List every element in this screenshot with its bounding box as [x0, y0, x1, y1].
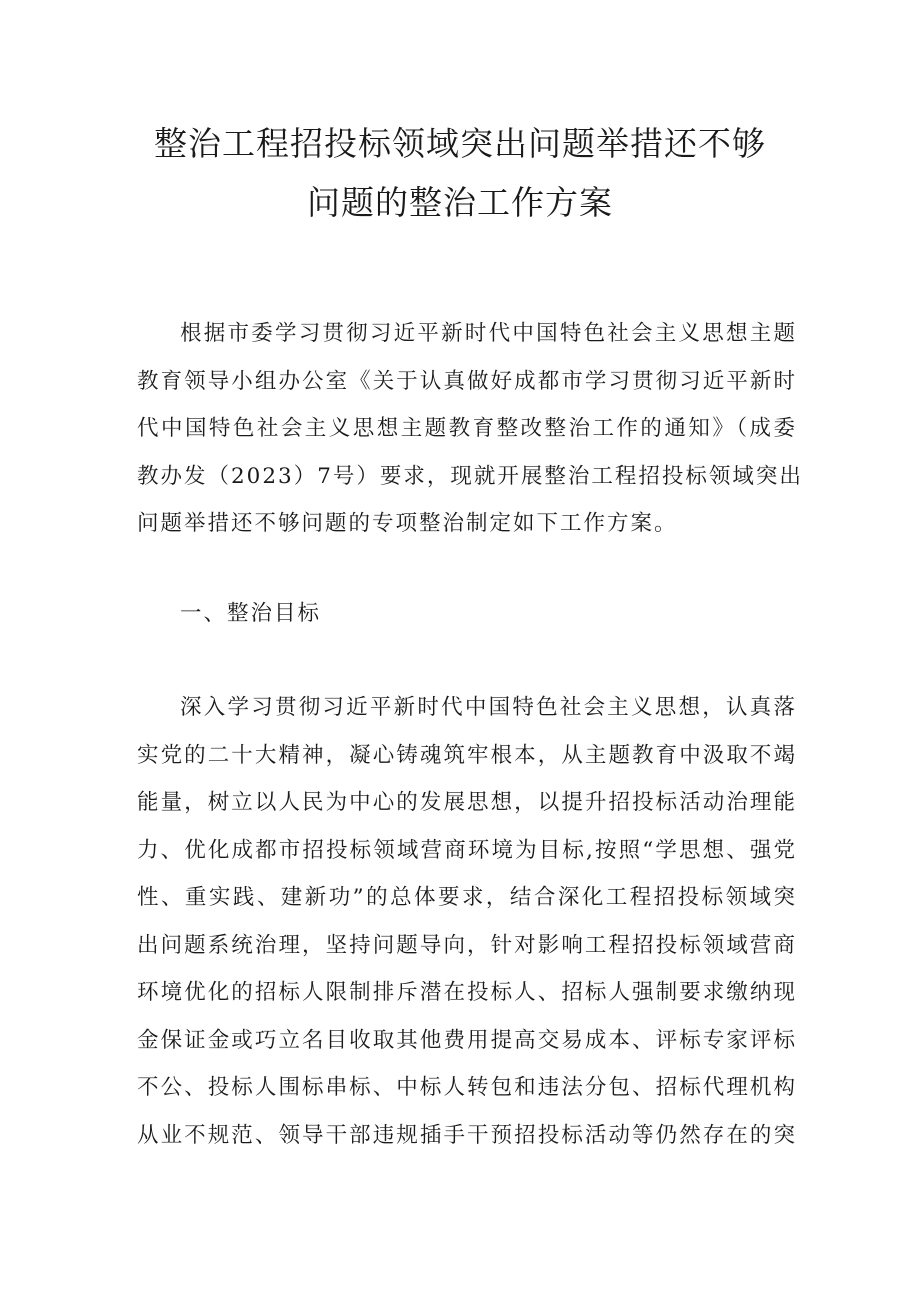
paragraph-line: 环境优化的招标人限制排斥潜在投标人、招标人强制要求缴纳现 — [137, 980, 797, 1005]
paragraph-line: 深入学习贯彻习近平新时代中国特色社会主义思想，认真落 — [180, 695, 797, 720]
goal-paragraph — [137, 684, 797, 1159]
document-title-line-2: 问题的整治工作方案 — [307, 183, 613, 222]
paragraph-line: 不公、投标人围标串标、中标人转包和违法分包、招标代理机构 — [137, 1075, 797, 1100]
section-heading-goal — [137, 590, 797, 638]
paragraph-line: 力、优化成都市招投标领域营商环境为目标,按照“学思想、强党 — [137, 837, 797, 863]
document-title-line-1: 整治工程招投标领域突出问题举措还不够 — [154, 124, 766, 163]
paragraph-line: 出问题系统治理，坚持问题导向，针对影响工程招投标领域营商 — [137, 932, 797, 958]
paragraph-line: 性、重实践、建新功”的总体要求，结合深化工程招投标领域突 — [137, 885, 797, 910]
paragraph-line: 代中国特色社会主义思想主题教育整改整治工作的通知》（成委 — [137, 416, 797, 441]
paragraph-line: 能量，树立以人民为中心的发展思想，以提升招投标活动治理能 — [137, 790, 797, 815]
paragraph-line: 实党的二十大精神，凝心铸魂筑牢根本，从主题教育中汲取不竭 — [137, 742, 797, 768]
paragraph-line: 金保证金或巧立名目收取其他费用提高交易成本、评标专家评标 — [137, 1027, 797, 1053]
paragraph-line: 教育领导小组办公室《关于认真做好成都市学习贯彻习近平新时 — [137, 368, 797, 394]
paragraph-line: 从业不规范、领导干部违规插手干预招投标活动等仍然存在的突 — [137, 1122, 797, 1148]
paragraph-line: 根据市委学习贯彻习近平新时代中国特色社会主义思想主题 — [180, 321, 797, 346]
section-heading-text: 一、整治目标 — [180, 601, 322, 626]
paragraph-line: 问题举措还不够问题的专项整治制定如下工作方案。 — [137, 511, 678, 536]
intro-paragraph — [137, 310, 803, 548]
paragraph-line: 教办发（2023）7号）要求，现就开展整治工程招投标领域突出 — [137, 463, 803, 489]
